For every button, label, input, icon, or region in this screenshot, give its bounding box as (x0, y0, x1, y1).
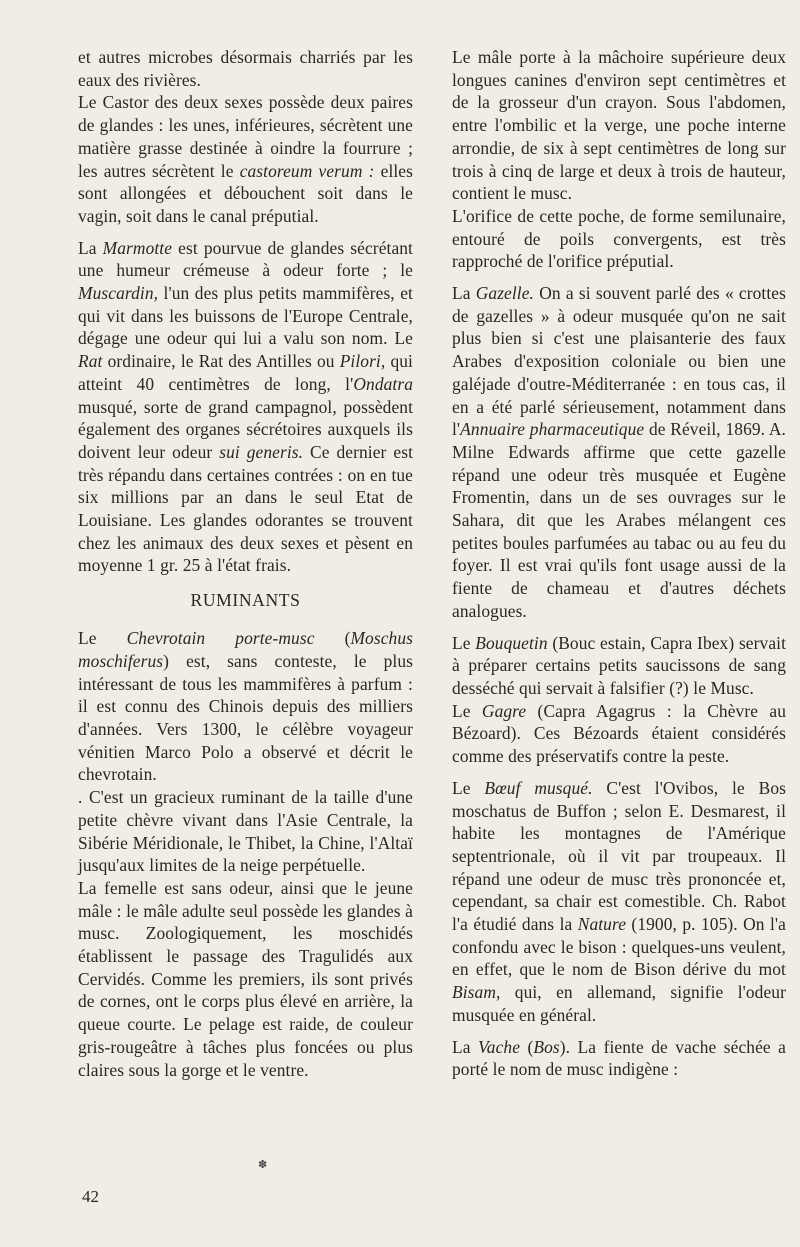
italic-text: Gazelle. (475, 283, 535, 304)
section-heading: RUMINANTS (190, 590, 301, 611)
text-run: et autres microbes désormais charriés par les eaux des rivières. (78, 47, 413, 90)
text-run: Le (78, 628, 127, 649)
italic-text: Vache (478, 1036, 521, 1057)
paragraph (452, 282, 786, 623)
text-run: La (452, 1036, 478, 1057)
italic-text: Gagre (481, 700, 527, 721)
text-run: Le (452, 777, 485, 798)
italic-text: Chevrotain porte-musc (126, 628, 315, 649)
text-run: ( (314, 628, 351, 649)
text-run: C'est l'Ovibos, le Bos moschatus de Buffon ; selon E. Desmarest, il habite les montagnes de l'Amérique septentrionale, où il vit par troupeaux. Il répand une odeur de musc très prononcée et, cependant, sa chair est comestible. Ch. Rabot l'a étudié dans la (452, 777, 786, 935)
text-run: elles sont allongées et débouchent soit dans le vagin, soit dans le canal préputial. (78, 160, 413, 226)
italic-text: Marmotte (102, 237, 173, 258)
text-run: (Capra Agagrus : la Chèvre au Bézoard). Ces Bézoards étaient considérés comme des préservatifs contre la peste. (452, 700, 786, 767)
text-run: Le mâle porte à la mâchoire supérieure deux longues canines d'environ sept centimètres et de la grosseur d'un crayon. Sous l'abdomen, entre l'ombilic et la verge, une poche interne arrondie, de six à sept centimètres de long sur trois à cinq de large et deux à trois de hauteur, contient le musc. (452, 47, 786, 204)
text-run: Ce dernier est très répandu dans certaines contrées : on en tue six millions par an dans le seul Etat de Louisiane. Les glandes odorantes se trouvent chez les animaux des deux sexes et pèsent en moyenne 1 gr. 25 à l'état frais. (78, 441, 414, 576)
italic-text: castoreum verum : (239, 160, 375, 181)
left-column (78, 46, 413, 1081)
italic-text: Bouquetin (475, 632, 548, 653)
text-run: l'un des plus petits mammifères, et qui vit dans les buissons de l'Europe Centrale, dégage une odeur qui lui a valu son nom. Le (78, 283, 413, 349)
paragraph (452, 632, 786, 700)
left-text-before-heading (78, 46, 413, 577)
text-run: est pourvue de glandes sécrétant une humeur crémeuse à odeur forte ; le (78, 237, 413, 281)
italic-text: Muscardin, (78, 283, 159, 304)
text-run: (1900, p. 105). On l'a confondu avec le bison : quelques-uns veulent, en effet, que le nom de Bison dérive du mot (452, 914, 786, 980)
text-run: L'orifice de cette poche, de forme semilunaire, entouré de poils convergents, est très rapproché de l'orifice préputial. (452, 205, 786, 272)
text-run: qui atteint 40 centimètres de long, l' (78, 351, 413, 394)
text-run: La (452, 283, 476, 304)
text-run: La femelle est sans odeur, ainsi que le jeune mâle : le mâle adulte seul possède les glandes à musc. Zoologiquement, les moschidés établissent le passage des Tragulidés aux Cervidés. Comme les premiers, ils sont privés de cornes, ont le corps plus élevé en arrière, la queue courte. Le pelage est raide, de couleur gris-rougeâtre à tâches plus foncées ou plus claires sous la gorge et le ventre. (78, 877, 413, 1080)
italic-text: Rat (78, 351, 103, 372)
paragraph (452, 777, 786, 1027)
italic-text: Pilori, (339, 351, 386, 372)
paragraph (78, 627, 413, 786)
page-number: 42 (82, 1187, 99, 1206)
paragraph (78, 237, 413, 578)
text-run: Le Castor des deux sexes possède deux paires de glandes : les unes, inférieures, sécrètent une matière grasse destinée à oindre la fourrure ; les autres sécrètent le (78, 92, 413, 181)
paragraph (452, 700, 786, 768)
paragraph (452, 46, 786, 205)
text-run: (Bouc estain, Capra Ibex) servait à préparer certains petits saucissons de sang desséché qui servait à falsifier (?) le Musc. (452, 632, 786, 698)
left-text-after-heading (78, 627, 413, 1081)
italic-text: Nature (577, 914, 627, 935)
text-run: ). La fiente de vache séchée a porté le nom de musc indigène : (452, 1036, 786, 1080)
paragraph (452, 205, 786, 273)
text-run: qui, en allemand, signifie l'odeur musquée en général. (452, 982, 786, 1025)
text-run: ( (520, 1036, 534, 1057)
text-run: La (78, 237, 103, 258)
text-run: Le (452, 632, 476, 653)
text-run: ordinaire, le Rat des Antilles ou (102, 351, 340, 372)
paragraph (78, 46, 413, 91)
italic-text: Moschus moschiferus (78, 628, 413, 671)
italic-text: sui generis. (219, 441, 304, 462)
italic-text: Ondatra (353, 373, 413, 394)
paragraph (452, 1036, 786, 1081)
paragraph (78, 877, 413, 1081)
text-run: de Réveil, 1869. A. Milne Edwards affirme que cette gazelle répand une odeur très musquée et Eugène Fromentin, dans un de ses ouvrages sur le Sahara, dit que les Arabes mélangent ces petites boules parfumées au tabac ou au feu du foyer. Il est vrai qu'ils font usage aussi de la fiente de chameau et d'autres déchets analogues. (452, 419, 786, 621)
text-run: ) est, sans conteste, le plus intéressant de tous les mammifères à parfum : il est connu des Chinois depuis des milliers d'années. Vers 1300, le célèbre voyageur vénitien Marco Polo a observé et décrit le chevrotain. (78, 650, 413, 785)
right-column (452, 46, 786, 1081)
italic-text: Bos (533, 1036, 560, 1057)
text-run: . C'est un gracieux ruminant de la taille d'une petite chèvre vivant dans l'Asie Centrale, la Sibérie Méridionale, le Thibet, la Chine, l'Altaï jusqu'aux limites de la neige perpétuelle. (78, 787, 413, 876)
paragraph (78, 786, 413, 877)
paragraph (78, 91, 413, 227)
italic-text: Bisam, (452, 982, 501, 1003)
italic-text: Annuaire pharmaceutique (460, 419, 645, 440)
italic-text: Bœuf musqué. (484, 777, 593, 798)
text-run: On a si souvent parlé des « crottes de gazelles » à odeur musquée qu'on ne sait plus bien si c'est une plaisanterie des faux Arabes d'exposition coloniale ou bien une galéjade d'outre-Méditerranée : en tous cas, il en a été parlé sérieusement, notamment dans l' (452, 283, 786, 440)
text-run: musqué, sorte de grand campagnol, possèdent également des organes sécrétoires auxquels ils doivent leur odeur (78, 396, 413, 462)
text-run: Le (452, 700, 482, 721)
ornament-icon: ✽ (258, 1159, 268, 1171)
right-text (452, 46, 786, 1081)
